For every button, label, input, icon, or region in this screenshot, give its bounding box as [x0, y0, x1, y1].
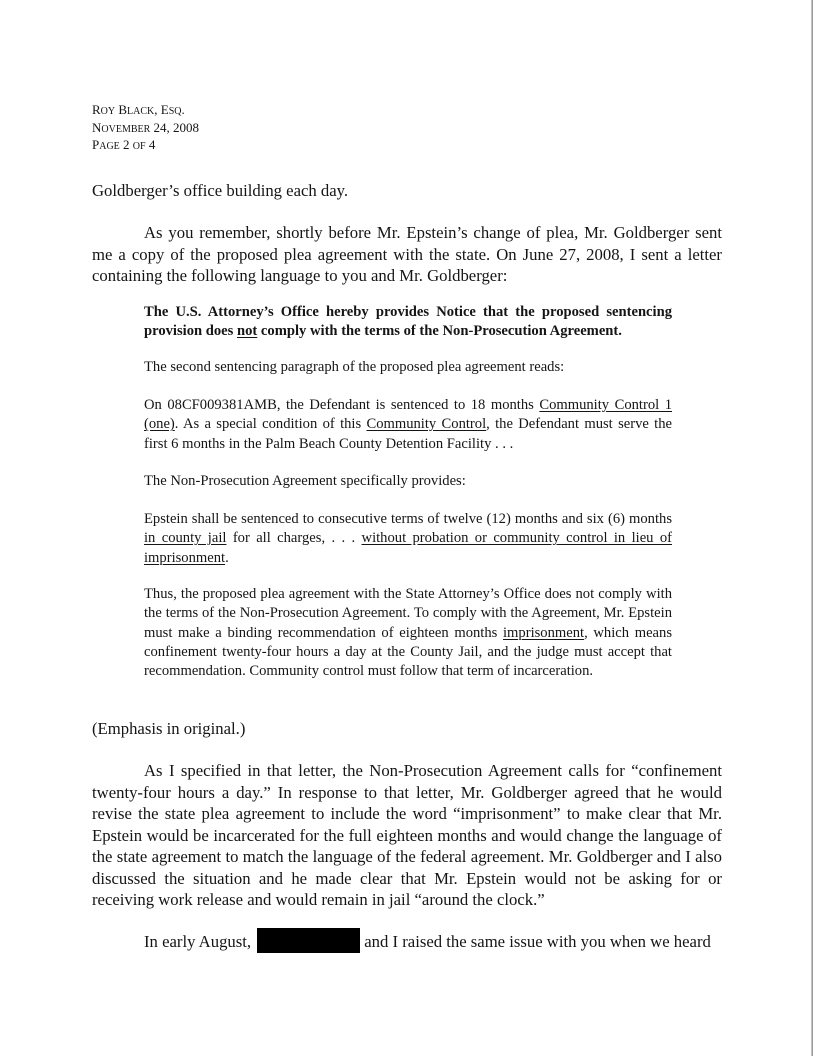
paragraph-confinement: As I specified in that letter, the Non-Prosecution Agreement calls for “confinement twenty-four hours a day.” In response to that letter, Mr. Goldberger agreed that he would revise the state plea agreement to include the word “imprisonment” to make clear that Mr. Epstein would be incarcerated for the full eighteen months and would change the language of the state agreement to match the language of the federal agreement. Mr. Goldberger and I also discussed the situation and he made clear that Mr. Epstein would not be asking for or receiving work release and would remain in jail “around the clock.” [92, 761, 722, 909]
quote-second-paragraph: The second sentencing paragraph of the proposed plea agreement reads: [144, 359, 565, 375]
continuation-text: Goldberger’s office building each day. [92, 181, 349, 200]
underline-community-control-1: Community Control 1 (one) [144, 397, 673, 433]
quote-plea-text: On 08CF009381AMB, the Defendant is sentenced to 18 months Community Control 1 (one). As a special condition of this Community Control, the Defendant must serve the first 6 months in the Palm Beach County Detention Facility . . . [144, 397, 673, 452]
quote-notice: The U.S. Attorney’s Office hereby provides Notice that the proposed sentencing provision does not comply with the terms of the Non-Prosecution Agreement. [144, 304, 672, 340]
underline-imprisonment: imprisonment [503, 624, 585, 641]
underline-in-county-jail: in county jail [144, 530, 227, 547]
header-page-number: PAGE 2 OF 4 [92, 137, 156, 152]
paragraph-plea-copy: As you remember, shortly before Mr. Epstein’s change of plea, Mr. Goldberger sent me a copy of the proposed plea agreement with the state. On June 27, 2008, I sent a letter containing the following language to you and Mr. Goldberger: [92, 223, 722, 285]
page-edge-shadow [811, 0, 813, 1056]
emphasis-note: (Emphasis in original.) [92, 719, 246, 738]
header-date: NOVEMBER 24, 2008 [92, 119, 200, 135]
redaction-block [257, 928, 360, 953]
quote-thus-paragraph: Thus, the proposed plea agreement with the State Attorney’s Office does not comply with the terms of the Non-Prosecution Agreement. To comply with the Agreement, Mr. Epstein must make a binding recommendation of eighteen months imprisonment, which means confinement twenty-four hours a day at the County Jail, and the judge must accept that recommendation. Community control must follow that term of incarceration. [144, 586, 672, 680]
underline-without-probation: without probation or community control in lieu of imprisonment [144, 530, 672, 566]
underline-community-control: Community Control [366, 416, 487, 433]
letter-header [92, 102, 199, 155]
paragraph-early-august: In early August, and I raised the same issue with you when we heard [92, 928, 722, 953]
quote-npa-intro: The Non-Prosecution Agreement specifically provides: [144, 473, 466, 489]
quote-npa-text: Epstein shall be sentenced to consecutive terms of twelve (12) months and six (6) months in county jail for all charges, . . . without probation or community control in lieu of imprisonment. [144, 511, 672, 566]
header-addressee: ROY BLACK, ESQ. [92, 102, 185, 117]
emphasis-not: not [237, 323, 258, 340]
